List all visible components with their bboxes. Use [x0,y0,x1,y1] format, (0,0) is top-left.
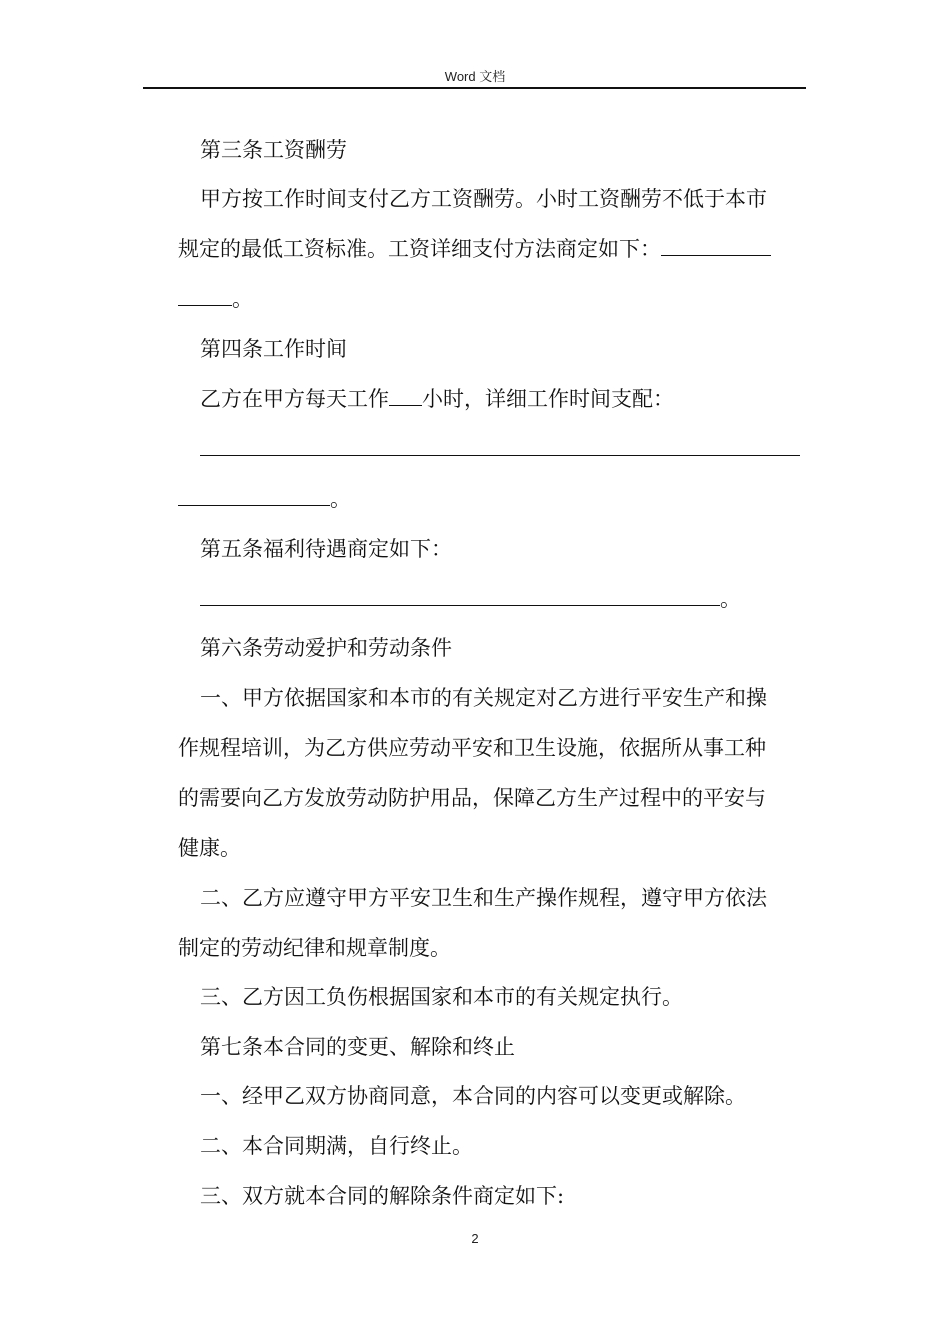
paragraph-text: 乙方在甲方每天工作 [200,387,389,411]
article-7-heading: 第七条本合同的变更、解除和终止 [200,1035,515,1059]
paragraph-line: 三、乙方因工负伤根据国家和本市的有关规定执行。 [200,985,683,1009]
paragraph-text: 。 [720,587,741,611]
fill-in-blank [178,285,232,306]
article-3-heading: 第三条工资酬劳 [200,138,347,162]
paragraph-line: 二、乙方应遵守甲方平安卫生和生产操作规程，遵守甲方依法 [200,886,767,910]
fill-in-blank [389,385,422,406]
paragraph-line: 一、甲方依据国家和本市的有关规定对乙方进行平安生产和操 [200,686,767,710]
paragraph-line [178,385,808,413]
paragraph-line [178,585,808,613]
paragraph-line: 三、双方就本合同的解除条件商定如下: [200,1184,565,1208]
fill-in-blank [178,485,330,506]
fill-in-blank [661,235,771,256]
header-divider [143,87,806,89]
paragraph-line: 健康。 [178,836,241,860]
paragraph-line [178,285,808,313]
paragraph-text: 。 [232,287,253,311]
paragraph-text: 。 [330,487,351,511]
paragraph-text: 小时，详细工作时间支配： [422,387,674,411]
paragraph-line [178,235,808,263]
paragraph-line: 一、经甲乙双方协商同意，本合同的内容可以变更或解除。 [200,1084,746,1108]
paragraph-line: 的需要向乙方发放劳动防护用品，保障乙方生产过程中的平安与 [178,786,766,810]
article-5-heading: 第五条福利待遇商定如下： [200,537,452,561]
article-4-heading: 第四条工作时间 [200,337,347,361]
article-6-heading: 第六条劳动爱护和劳动条件 [200,636,452,660]
paragraph-line: 作规程培训，为乙方供应劳动平安和卫生设施，依据所从事工种 [178,736,766,760]
paragraph-line: 制定的劳动纪律和规章制度。 [178,936,451,960]
fill-in-blank [200,585,720,606]
paragraph-line: 甲方按工作时间支付乙方工资酬劳。小时工资酬劳不低于本市 [200,187,767,211]
paragraph-text: 规定的最低工资标准。工资详细支付方法商定如下： [178,237,661,261]
paragraph-line [178,485,808,513]
fill-in-blank [200,435,800,456]
paragraph-line [178,435,808,463]
paragraph-line: 二、本合同期满，自行终止。 [200,1134,473,1158]
page-number: 2 [471,1231,479,1246]
page-header-title: Word 文档 [444,69,506,84]
